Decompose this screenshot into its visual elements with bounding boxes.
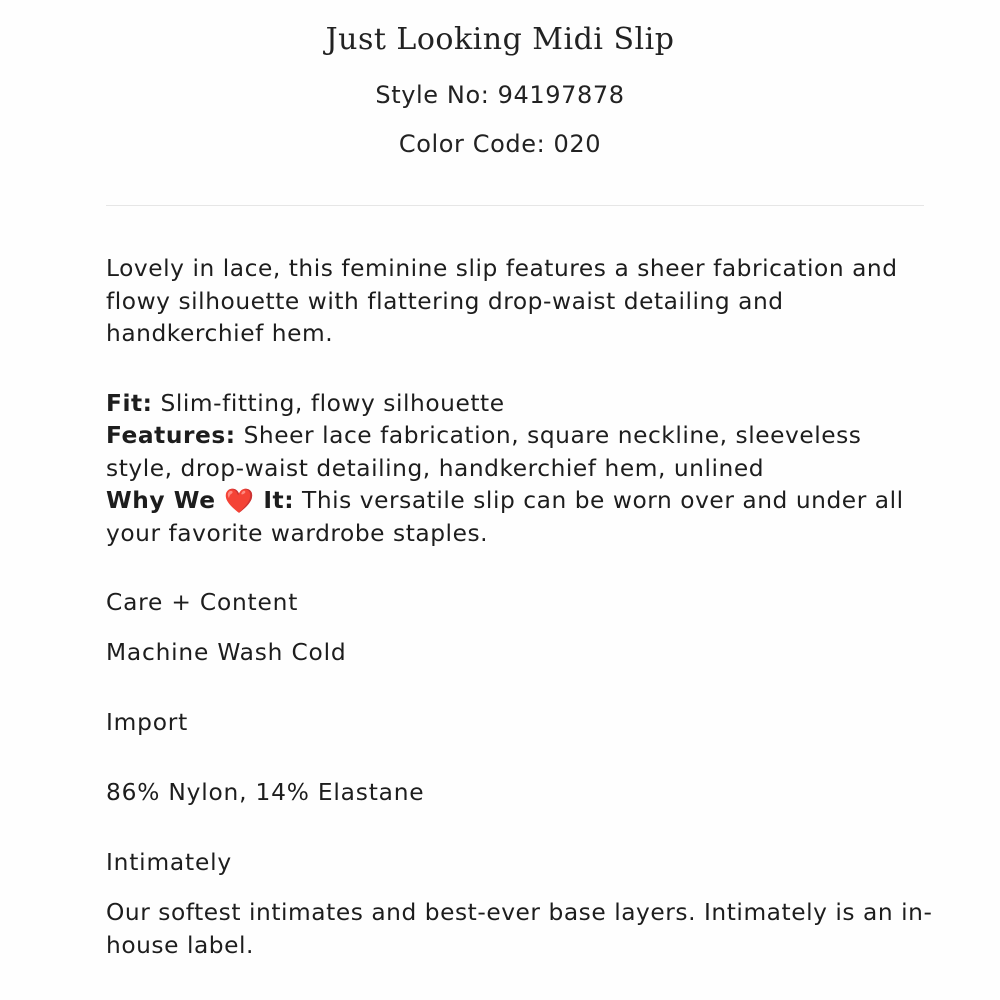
features-detail bbox=[106, 420, 924, 485]
brand-description: Our softest intimates and best-ever base layers. Intimately is an in-house label. bbox=[106, 899, 933, 959]
product-description: Lovely in lace, this feminine slip features a sheer fabrication and flowy silhouette with flattering drop-waist detailing and handkerchief hem. bbox=[106, 255, 898, 347]
fit-value: Slim-fitting, flowy silhouette bbox=[152, 389, 505, 417]
care-content-title: Care + Content bbox=[106, 589, 299, 616]
header-divider bbox=[106, 205, 924, 206]
red-heart-icon: ❤️ bbox=[224, 487, 255, 515]
brand-title: Intimately bbox=[106, 849, 232, 876]
features-value: Sheer lace fabrication, square neckline, sleeveless style, drop-waist detailing, handkerchief hem, unlined bbox=[106, 422, 862, 482]
fabric-content: 86% Nylon, 14% Elastane bbox=[106, 779, 425, 806]
fit-label: Fit: bbox=[106, 389, 153, 417]
care-wash-instruction: Machine Wash Cold bbox=[106, 639, 347, 666]
care-origin: Import bbox=[106, 709, 189, 736]
color-code: Color Code: 020 bbox=[398, 130, 602, 158]
why-value: This versatile slip can be worn over and under all your favorite wardrobe staples. bbox=[106, 487, 904, 547]
fit-detail bbox=[106, 388, 924, 421]
why-we-love-it-detail bbox=[106, 485, 924, 550]
why-label-end: It: bbox=[254, 487, 295, 514]
product-description-section bbox=[106, 253, 924, 550]
why-label-start: Why We bbox=[106, 487, 225, 514]
style-number: Style No: 94197878 bbox=[375, 81, 625, 109]
features-label: Features: bbox=[106, 422, 236, 449]
product-title: Just Looking Midi Slip bbox=[325, 22, 675, 57]
